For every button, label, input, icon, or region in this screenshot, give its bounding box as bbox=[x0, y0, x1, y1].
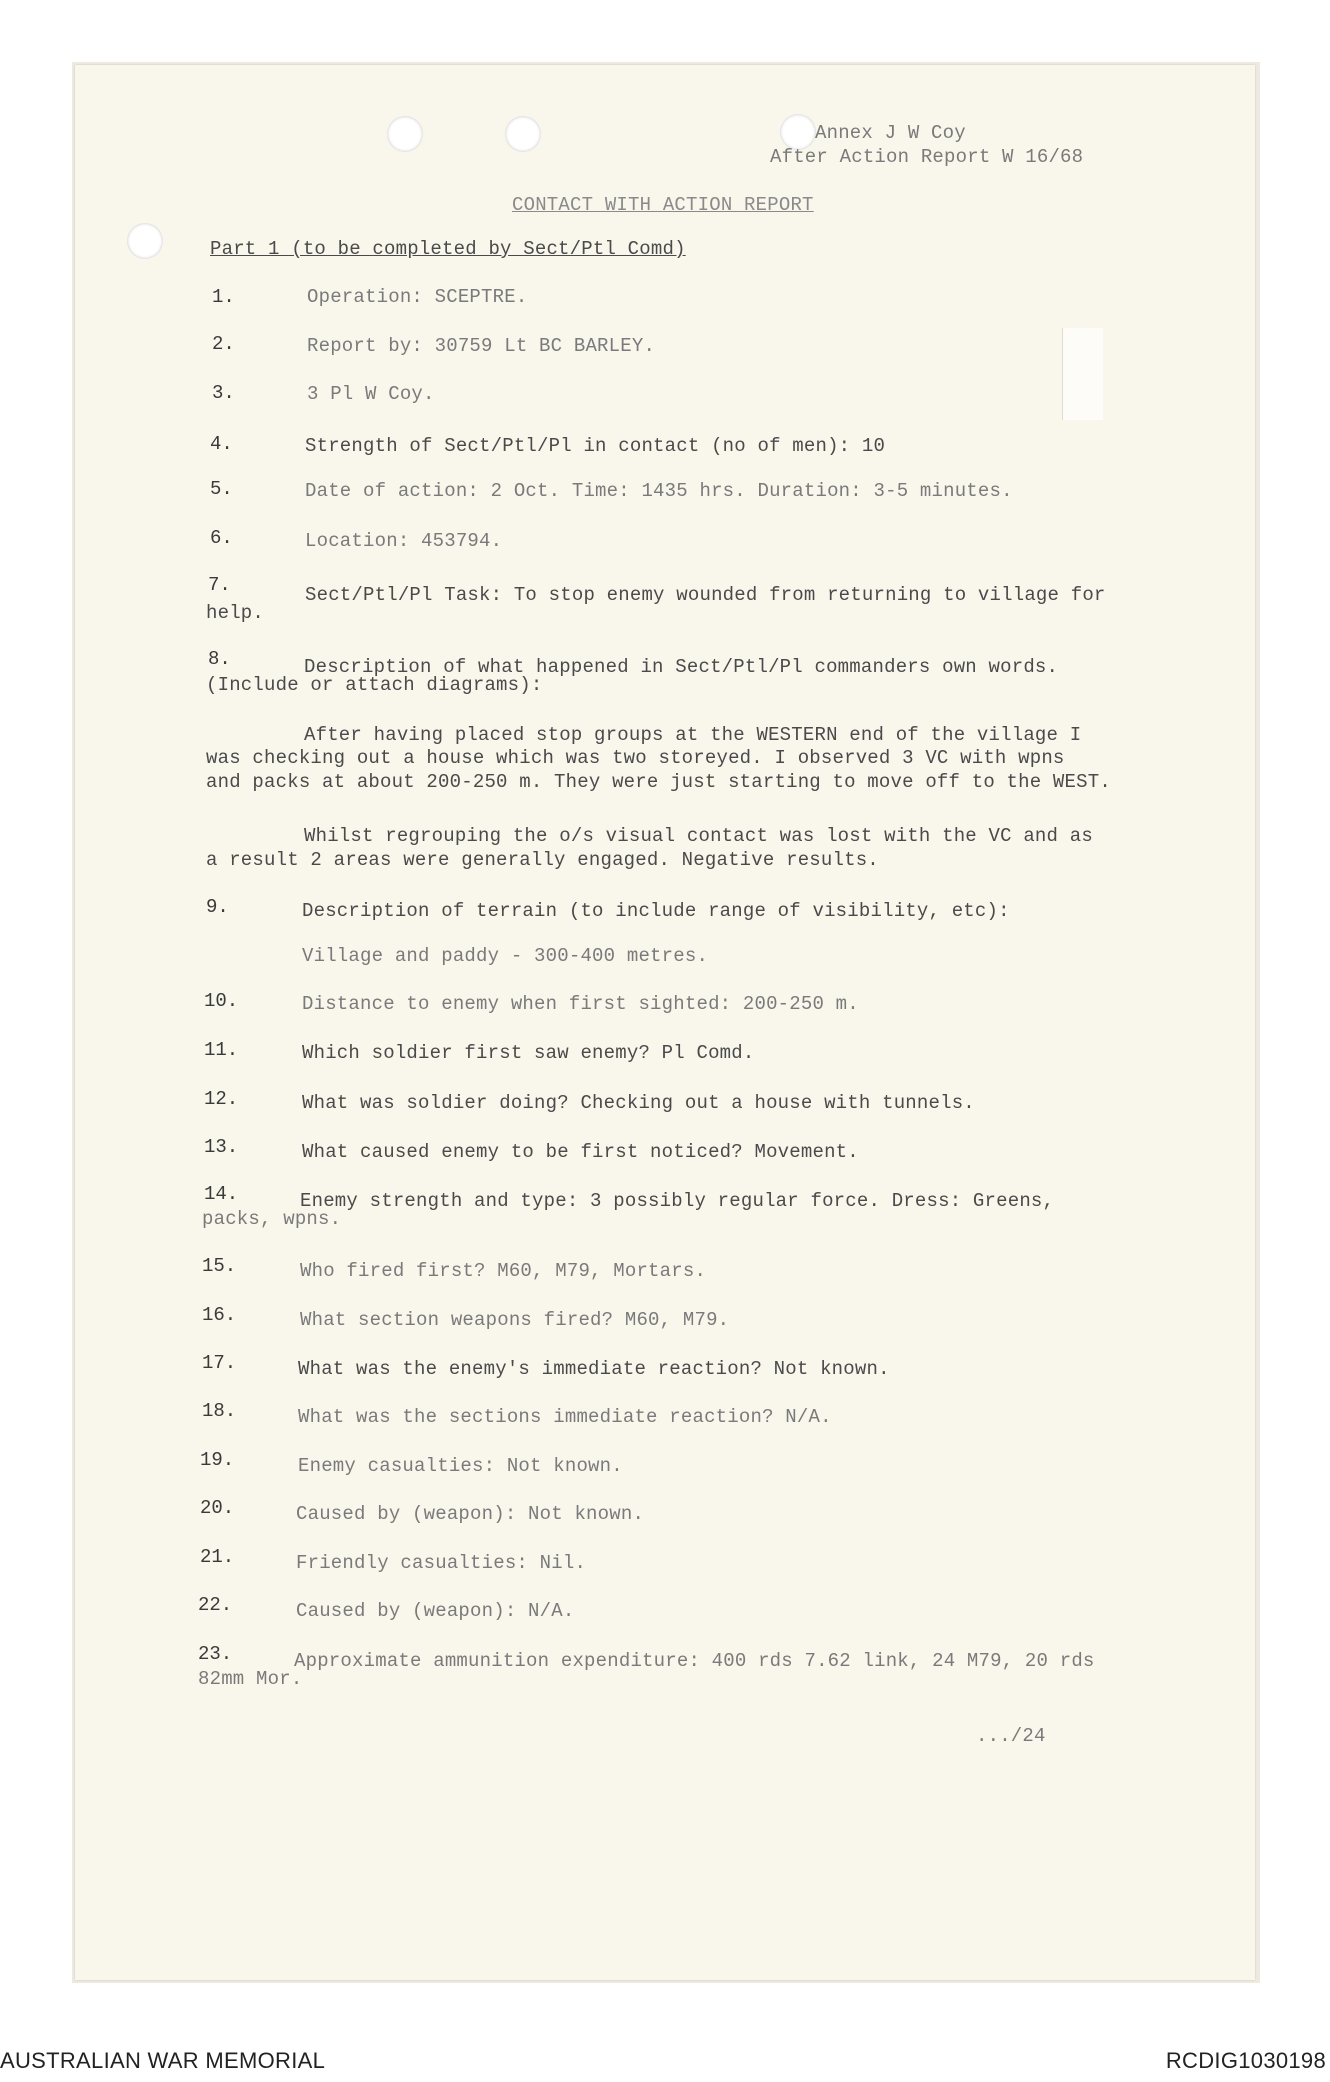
item-number: 3. bbox=[212, 382, 235, 404]
item-text-continued: 82mm Mor. bbox=[198, 1668, 303, 1690]
item-number: 4. bbox=[210, 433, 233, 455]
item-number: 9. bbox=[206, 896, 229, 918]
item-text: Who fired first? M60, M79, Mortars. bbox=[300, 1260, 707, 1282]
punch-hole bbox=[387, 116, 423, 152]
item-text: Distance to enemy when first sighted: 200-250 m. bbox=[302, 993, 859, 1015]
item-number: 12. bbox=[204, 1088, 239, 1110]
item-number: 14. bbox=[204, 1183, 239, 1205]
item-text: Which soldier first saw enemy? Pl Comd. bbox=[302, 1042, 755, 1064]
item-number: 15. bbox=[202, 1255, 237, 1277]
item-number: 6. bbox=[210, 527, 233, 549]
terrain-answer: Village and paddy - 300-400 metres. bbox=[302, 945, 709, 967]
item-number: 17. bbox=[202, 1352, 237, 1374]
item-number: 10. bbox=[204, 990, 239, 1012]
item-text: Enemy casualties: Not known. bbox=[298, 1455, 623, 1477]
item-number: 13. bbox=[204, 1136, 239, 1158]
narrative-line: was checking out a house which was two storeyed. I observed 3 VC with wpns bbox=[206, 747, 1065, 769]
item-number: 2. bbox=[212, 333, 235, 355]
item-number: 19. bbox=[200, 1449, 235, 1471]
item-text: What was soldier doing? Checking out a house with tunnels. bbox=[302, 1092, 975, 1114]
part-heading: Part 1 (to be completed by Sect/Ptl Comd) bbox=[210, 238, 686, 260]
item-text: Caused by (weapon): Not known. bbox=[296, 1503, 645, 1525]
page-title: CONTACT WITH ACTION REPORT bbox=[512, 194, 814, 216]
footer-record-id: RCDIG1030198 bbox=[1165, 2048, 1326, 2073]
item-text: Friendly casualties: Nil. bbox=[296, 1552, 587, 1574]
item-number: 16. bbox=[202, 1304, 237, 1326]
page-continuation: .../24 bbox=[976, 1725, 1046, 1747]
item-text: Description of terrain (to include range of visibility, etc): bbox=[302, 900, 1010, 922]
report-reference: After Action Report W 16/68 bbox=[770, 146, 1084, 168]
punch-hole bbox=[127, 223, 163, 259]
narrative-line: After having placed stop groups at the WESTERN end of the village I bbox=[304, 724, 1082, 746]
item-text-continued: (Include or attach diagrams): bbox=[206, 674, 543, 696]
item-number: 8. bbox=[208, 648, 231, 670]
item-text: Approximate ammunition expenditure: 400 rds 7.62 link, 24 M79, 20 rds bbox=[294, 1650, 1095, 1672]
item-number: 5. bbox=[210, 478, 233, 500]
item-text-continued: packs, wpns. bbox=[202, 1208, 342, 1230]
item-text: What was the sections immediate reaction? N/A. bbox=[298, 1406, 832, 1428]
narrative-line: a result 2 areas were generally engaged. Negative results. bbox=[206, 849, 879, 871]
item-number: 23. bbox=[198, 1643, 233, 1665]
item-number: 21. bbox=[200, 1546, 235, 1568]
item-text: Location: 453794. bbox=[305, 530, 503, 552]
item-text: Sect/Ptl/Pl Task: To stop enemy wounded from returning to village for bbox=[305, 584, 1106, 606]
punch-hole bbox=[505, 116, 541, 152]
item-number: 11. bbox=[204, 1039, 239, 1061]
item-text: Date of action: 2 Oct. Time: 1435 hrs. Duration: 3-5 minutes. bbox=[305, 480, 1013, 502]
tape-mark bbox=[1062, 328, 1103, 420]
item-number: 7. bbox=[208, 574, 231, 596]
item-text: Report by: 30759 Lt BC BARLEY. bbox=[307, 335, 656, 357]
item-number: 18. bbox=[202, 1400, 237, 1422]
item-text-continued: help. bbox=[206, 602, 265, 624]
item-number: 22. bbox=[198, 1594, 233, 1616]
narrative-line: Whilst regrouping the o/s visual contact was lost with the VC and as bbox=[304, 825, 1093, 847]
item-text: What section weapons fired? M60, M79. bbox=[300, 1309, 730, 1331]
item-text: Description of what happened in Sect/Ptl/Pl commanders own words. bbox=[304, 656, 1059, 678]
item-number: 1. bbox=[212, 286, 235, 308]
item-text: Strength of Sect/Ptl/Pl in contact (no of men): 10 bbox=[305, 435, 886, 457]
item-text: What was the enemy's immediate reaction? Not known. bbox=[298, 1358, 890, 1380]
item-text: Operation: SCEPTRE. bbox=[307, 286, 528, 308]
annex-label: Annex J W Coy bbox=[815, 122, 966, 144]
footer-archive-name: AUSTRALIAN WAR MEMORIAL bbox=[0, 2048, 326, 2073]
punch-hole bbox=[780, 114, 816, 150]
item-text: What caused enemy to be first noticed? Movement. bbox=[302, 1141, 859, 1163]
item-number: 20. bbox=[200, 1497, 235, 1519]
item-text: 3 Pl W Coy. bbox=[307, 383, 435, 405]
item-text: Enemy strength and type: 3 possibly regular force. Dress: Greens, bbox=[300, 1190, 1055, 1212]
narrative-line: and packs at about 200-250 m. They were just starting to move off to the WEST. bbox=[206, 771, 1111, 793]
item-text: Caused by (weapon): N/A. bbox=[296, 1600, 575, 1622]
